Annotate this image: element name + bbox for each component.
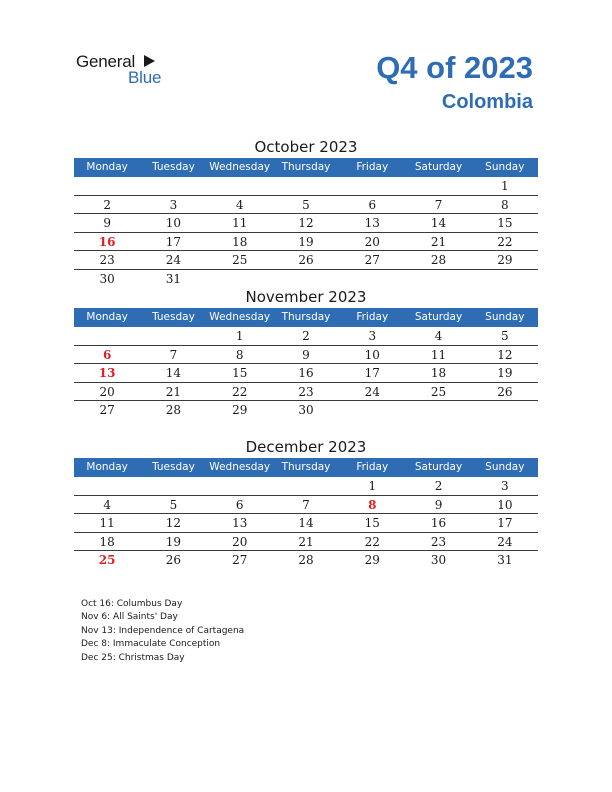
day-cell: 15 <box>497 216 513 230</box>
weekday-label: Sunday <box>485 161 525 173</box>
day-cell: 30 <box>99 271 115 286</box>
weekday-label: Friday <box>356 161 389 173</box>
day-cell: 14 <box>165 366 182 380</box>
day-cell: 11 <box>430 347 447 362</box>
weekday-label: Sunday <box>485 311 525 323</box>
week-row <box>74 346 538 365</box>
day-cell: 30 <box>430 553 447 567</box>
day-cell <box>140 477 206 495</box>
day-cell: 19 <box>298 234 314 249</box>
day-cell: 20 <box>232 534 248 549</box>
day-cell: 21 <box>298 534 314 549</box>
day-cell: 5 <box>302 197 310 212</box>
weekday-label: Tuesday <box>152 461 195 473</box>
week-row <box>74 364 538 383</box>
day-cell <box>74 327 140 345</box>
day-cell: 4 <box>235 197 244 212</box>
day-cell: 11 <box>232 216 248 230</box>
weekday-label: Saturday <box>414 311 463 323</box>
day-cell: 19 <box>497 366 513 380</box>
week-row <box>74 233 538 252</box>
holiday-day-cell: 16 <box>98 234 116 249</box>
day-cell: 23 <box>298 384 314 399</box>
day-cell: 25 <box>232 253 248 267</box>
weekday-header <box>74 158 538 177</box>
day-cell <box>339 270 405 288</box>
holiday-day-cell: 6 <box>102 347 112 362</box>
day-cell: 13 <box>232 516 248 530</box>
day-cell: 21 <box>165 384 182 399</box>
weekday-label: Thursday <box>281 461 331 473</box>
day-cell: 20 <box>99 384 115 399</box>
day-cell: 1 <box>501 179 509 193</box>
day-cell: 28 <box>430 253 447 267</box>
day-cell <box>405 401 471 419</box>
holiday-day-cell: 8 <box>368 497 377 512</box>
logo-text-blue: Blue <box>128 68 162 87</box>
week-row <box>74 251 538 270</box>
day-cell: 17 <box>497 516 513 530</box>
day-cell: 1 <box>235 329 244 343</box>
day-cell: 3 <box>368 329 377 343</box>
day-cell <box>472 401 538 419</box>
day-cell: 29 <box>364 553 380 567</box>
holiday-day-cell: 25 <box>98 553 116 567</box>
holiday-item: Nov 6: All Saints' Day <box>81 612 178 623</box>
day-cell: 26 <box>165 553 182 567</box>
weekday-label: Tuesday <box>152 311 195 323</box>
day-cell: 26 <box>497 384 513 399</box>
weekday-label: Friday <box>356 311 389 323</box>
day-cell <box>273 270 339 288</box>
day-cell: 24 <box>165 253 182 267</box>
day-cell <box>273 177 339 195</box>
weekday-label: Monday <box>86 311 128 323</box>
day-cell <box>273 477 339 495</box>
week-row <box>74 551 538 569</box>
day-cell: 21 <box>430 234 447 249</box>
week-row <box>74 533 538 552</box>
day-cell: 20 <box>364 234 380 249</box>
day-cell: 22 <box>497 234 513 249</box>
month-title: December 2023 <box>245 438 367 456</box>
day-cell: 30 <box>298 403 314 417</box>
day-cell: 19 <box>165 534 182 549</box>
week-row <box>74 496 538 515</box>
weekday-label: Saturday <box>414 161 463 173</box>
day-cell: 2 <box>103 197 111 212</box>
day-cell: 13 <box>364 216 380 230</box>
day-cell: 2 <box>434 479 443 493</box>
day-cell: 9 <box>302 347 310 362</box>
weekday-label: Thursday <box>281 161 331 173</box>
week-row <box>74 270 538 288</box>
day-cell: 16 <box>298 366 314 380</box>
day-cell: 23 <box>430 534 447 549</box>
weekday-label: Monday <box>86 461 128 473</box>
day-cell <box>140 177 206 195</box>
country-name: Colombia <box>441 91 533 113</box>
logo-flag-icon <box>144 55 155 67</box>
day-cell: 10 <box>497 497 513 512</box>
day-cell <box>207 477 273 495</box>
day-cell: 18 <box>232 234 248 249</box>
weekday-label: Saturday <box>414 461 463 473</box>
day-cell <box>405 270 471 288</box>
holiday-item: Oct 16: Columbus Day <box>81 599 183 609</box>
day-cell <box>207 270 273 288</box>
weekday-header <box>74 458 538 477</box>
day-cell: 10 <box>165 216 182 230</box>
day-cell: 24 <box>364 384 380 399</box>
weekday-header <box>74 308 538 327</box>
day-cell: 6 <box>368 197 377 212</box>
day-cell: 23 <box>99 253 115 267</box>
day-cell: 7 <box>302 497 310 512</box>
day-cell: 18 <box>430 366 447 380</box>
day-cell: 15 <box>364 516 380 530</box>
day-cell: 31 <box>497 553 513 567</box>
day-cell <box>405 177 471 195</box>
day-cell <box>207 177 273 195</box>
day-cell: 15 <box>232 366 248 380</box>
day-cell: 17 <box>364 366 380 380</box>
weekday-label: Thursday <box>281 311 331 323</box>
day-cell: 8 <box>235 347 244 362</box>
day-cell <box>74 177 140 195</box>
day-cell: 4 <box>103 497 111 512</box>
generalblue-logo <box>76 52 176 88</box>
day-cell: 14 <box>298 516 314 530</box>
week-row <box>74 514 538 533</box>
month-december <box>74 436 538 569</box>
day-cell: 8 <box>501 197 509 212</box>
weekday-label: Wednesday <box>209 161 271 173</box>
month-october <box>74 136 538 287</box>
day-cell: 31 <box>165 271 182 286</box>
weekday-label: Monday <box>86 161 128 173</box>
month-title: November 2023 <box>245 288 367 306</box>
weekday-label: Sunday <box>485 461 525 473</box>
week-row <box>74 177 538 196</box>
month-november <box>74 286 538 419</box>
day-cell: 14 <box>430 216 447 230</box>
day-cell <box>140 327 206 345</box>
day-cell: 5 <box>169 497 178 512</box>
day-cell: 7 <box>434 197 443 212</box>
day-cell: 18 <box>99 534 115 549</box>
day-cell: 9 <box>103 216 111 230</box>
day-cell: 16 <box>430 516 447 530</box>
day-cell: 1 <box>368 479 377 493</box>
day-cell: 6 <box>235 497 244 512</box>
day-cell: 25 <box>430 384 447 399</box>
day-cell: 3 <box>501 479 509 493</box>
day-cell: 24 <box>497 534 513 549</box>
week-row <box>74 327 538 346</box>
day-cell: 27 <box>364 253 380 267</box>
holiday-day-cell: 13 <box>98 366 116 380</box>
day-cell: 27 <box>99 403 115 417</box>
weekday-label: Wednesday <box>209 461 271 473</box>
day-cell: 22 <box>232 384 248 399</box>
day-cell: 3 <box>169 197 178 212</box>
week-row <box>74 401 538 419</box>
day-cell: 9 <box>434 497 443 512</box>
day-cell: 29 <box>232 403 248 417</box>
holiday-item: Dec 25: Christmas Day <box>81 652 185 663</box>
day-cell: 12 <box>165 516 182 530</box>
holiday-item: Dec 8: Immaculate Conception <box>81 639 221 650</box>
day-cell: 12 <box>497 347 513 362</box>
day-cell: 7 <box>169 347 178 362</box>
week-row <box>74 214 538 233</box>
day-cell <box>339 177 405 195</box>
day-cell: 22 <box>364 534 380 549</box>
weekday-label: Wednesday <box>209 311 271 323</box>
week-row <box>74 383 538 402</box>
day-cell: 17 <box>165 234 182 249</box>
page-title: Q4 of 2023 <box>376 50 533 85</box>
holiday-list <box>81 598 244 665</box>
day-cell: 28 <box>165 403 182 417</box>
weekday-label: Friday <box>356 461 389 473</box>
day-cell: 10 <box>364 347 380 362</box>
day-cell: 2 <box>302 329 310 343</box>
day-cell: 26 <box>298 253 314 267</box>
day-cell: 5 <box>501 329 509 343</box>
day-cell <box>472 270 538 288</box>
holiday-item: Nov 13: Independence of Cartagena <box>81 625 245 636</box>
day-cell: 12 <box>298 216 314 230</box>
day-cell <box>339 401 405 419</box>
day-cell: 4 <box>434 329 443 343</box>
weekday-label: Tuesday <box>152 161 195 173</box>
logo-text-general: General <box>76 52 136 71</box>
week-row <box>74 477 538 496</box>
day-cell: 28 <box>298 553 314 567</box>
week-row <box>74 196 538 215</box>
day-cell: 27 <box>232 553 248 567</box>
day-cell <box>74 477 140 495</box>
day-cell: 11 <box>99 516 115 530</box>
month-title: October 2023 <box>254 138 358 156</box>
day-cell: 29 <box>497 253 513 267</box>
